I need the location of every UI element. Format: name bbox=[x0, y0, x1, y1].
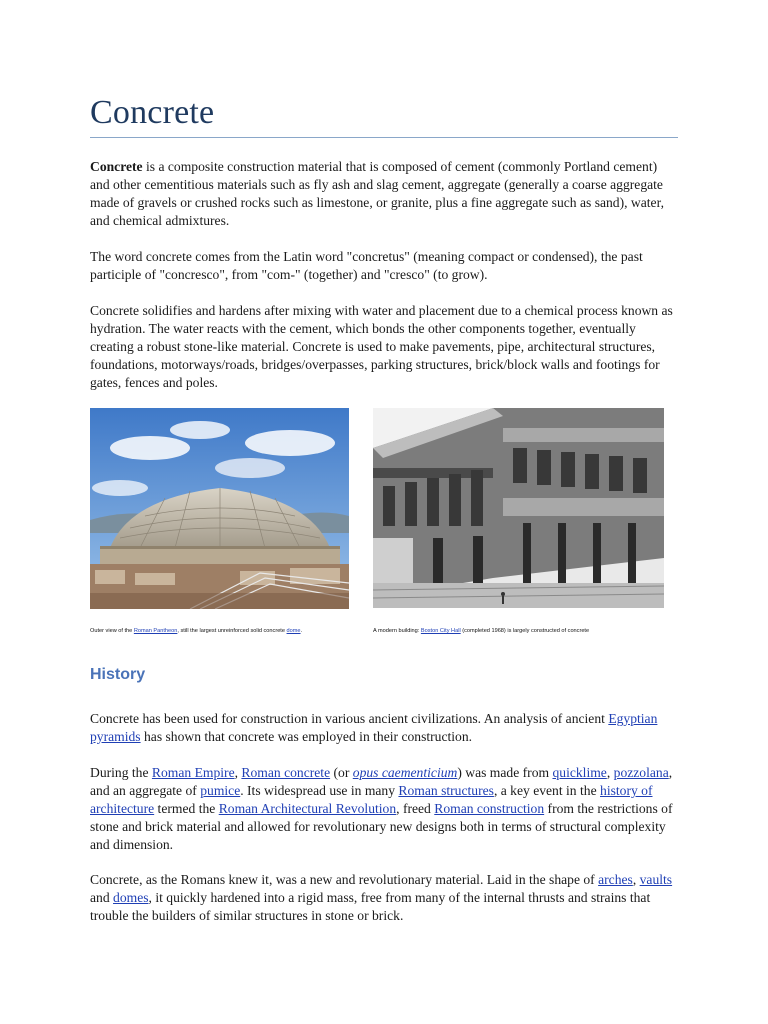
paragraph-text: , bbox=[606, 765, 614, 780]
roman-architectural-revolution-link[interactable]: Roman Architectural Revolution bbox=[218, 801, 397, 816]
paragraph-text: , it quickly hardened into a rigid mass, free from many of the internal thrusts and strains that trouble the builders of similar structures in stone or brick. bbox=[90, 890, 651, 923]
paragraph-text: (or bbox=[330, 765, 353, 780]
paragraph-text: During the bbox=[90, 765, 152, 780]
caption-text: A modern building: bbox=[373, 628, 421, 634]
paragraph-text: ) was made from bbox=[457, 765, 553, 780]
caption-text: . bbox=[300, 628, 303, 634]
roman-pantheon-link[interactable]: Roman Pantheon bbox=[133, 628, 178, 634]
history-paragraph-1 bbox=[90, 710, 680, 746]
paragraph-text: Concrete, as the Romans knew it, was a new and revolutionary material. Laid in the shape of bbox=[90, 872, 599, 887]
intro-bold-term: Concrete bbox=[90, 159, 143, 174]
intro-text: is a composite construction material that is composed of cement (commonly Portland cement) and other cementitious materials such as fly ash and slag cement, aggregate (generally a coarse aggregate made of gravels or crushed rocks such as limestone, or granite, plus a fine aggregate such as sand), water, and chemical admixtures. bbox=[90, 159, 664, 228]
etymology-paragraph: The word concrete comes from the Latin word "concretus" (meaning compact or condensed), the past participle of "concresco", from "com-" (together) and "cresco" (to grow). bbox=[90, 249, 643, 282]
boston-city-hall-caption bbox=[373, 627, 589, 635]
caption-text: Outer view of the bbox=[90, 628, 134, 634]
paragraph-text: has shown that concrete was employed in their construction. bbox=[140, 729, 473, 744]
paragraph-text: Concrete has been used for construction in various ancient civilizations. An analysis of ancient bbox=[90, 711, 609, 726]
pantheon-image bbox=[90, 408, 349, 609]
vaults-link[interactable]: vaults bbox=[639, 872, 673, 887]
pumice-link[interactable]: pumice bbox=[200, 783, 241, 798]
pantheon-caption bbox=[90, 627, 302, 635]
caption-text: , still the largest unreinforced solid concrete bbox=[177, 628, 287, 634]
history-of-architecture-link[interactable]: history of architecture bbox=[90, 783, 653, 816]
boston-city-hall-image bbox=[373, 408, 664, 608]
dome-link[interactable]: dome bbox=[286, 628, 301, 634]
paragraph-text: from the restrictions of stone and brick material and allowed for revolutionary new designs both in terms of structural complexity and dimension. bbox=[90, 801, 673, 852]
link-text: opus caementicium bbox=[352, 765, 458, 780]
paragraph-text: , bbox=[632, 872, 640, 887]
history-heading: History bbox=[90, 666, 146, 683]
arches-link[interactable]: arches bbox=[598, 872, 633, 887]
paragraph-text: , and an aggregate of bbox=[90, 765, 673, 798]
pozzolana-link[interactable]: pozzolana bbox=[613, 765, 669, 780]
roman-construction-link[interactable]: Roman construction bbox=[434, 801, 545, 816]
roman-structures-link[interactable]: Roman structures bbox=[398, 783, 494, 798]
usage-paragraph: Concrete solidifies and hardens after mixing with water and placement due to a chemical process known as hydration. The water reacts with the cement, which bonds the other components together, eventually creating a robust stone-like material. Concrete is used to make pavements, pipe, architectural structures, foundations, motorways/roads, bridges/overpasses, parking structures, brick/block walls and footings for gates, fences and poles. bbox=[90, 303, 673, 390]
paragraph-text: termed the bbox=[154, 801, 219, 816]
paragraph-text: , a key event in the bbox=[493, 783, 601, 798]
caption-text: (completed 1968) is largely constructed of concrete bbox=[460, 628, 590, 634]
boston-city-hall-link[interactable]: Boston City Hall bbox=[420, 628, 461, 634]
paragraph-text: . Its widespread use in many bbox=[240, 783, 399, 798]
egyptian-pyramids-link[interactable]: Egyptian pyramids bbox=[90, 711, 658, 744]
roman-empire-link[interactable]: Roman Empire bbox=[151, 765, 235, 780]
history-paragraph-3 bbox=[90, 871, 680, 925]
domes-link[interactable]: domes bbox=[113, 890, 149, 905]
title-divider bbox=[90, 137, 678, 138]
quicklime-link[interactable]: quicklime bbox=[552, 765, 607, 780]
paragraph-text: , freed bbox=[396, 801, 435, 816]
page-title: Concrete bbox=[90, 94, 215, 131]
paragraph-text: and bbox=[90, 890, 114, 905]
roman-concrete-link[interactable]: Roman concrete bbox=[241, 765, 331, 780]
paragraph-text: , bbox=[234, 765, 242, 780]
history-paragraph-2 bbox=[90, 764, 680, 854]
opus-caementicium-link[interactable] bbox=[353, 765, 458, 780]
intro-paragraph bbox=[90, 158, 680, 230]
